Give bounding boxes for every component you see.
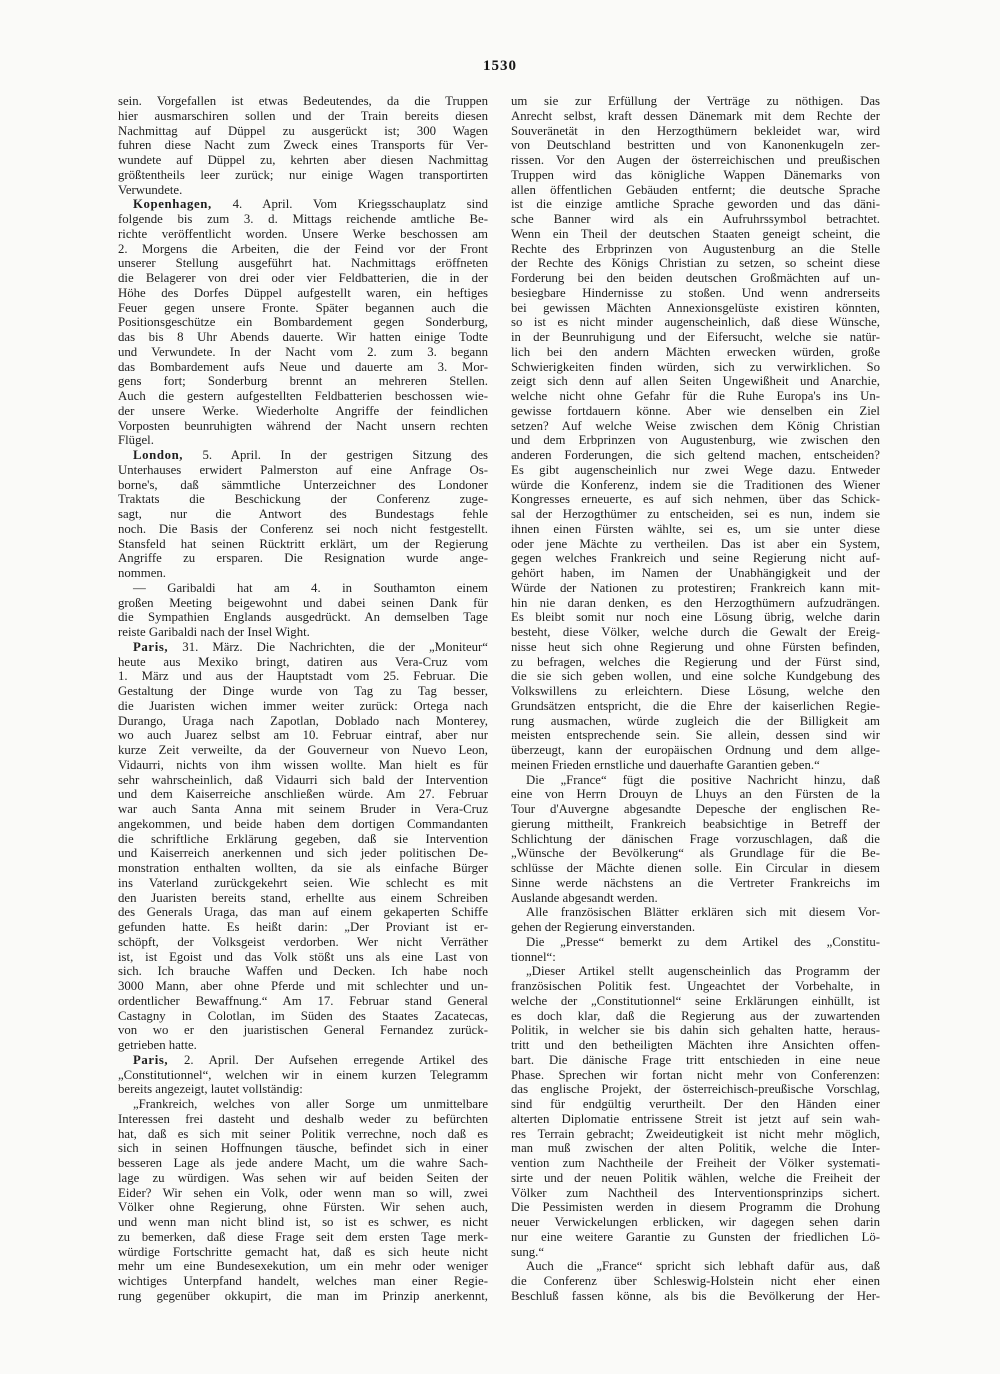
text-line: besteht, diese Völker, welche durch die Gewalt der Ereig- (511, 625, 880, 639)
text-line: „Wünsche der Bevölkerung“ als Grundlage für die Be- (511, 846, 880, 861)
text-line: meinen Frieden ernstliche und dauerhafte Garantien geben.“ (511, 757, 820, 772)
text-line: lage zu würdigen. Was sehen wir auf beiden Seiten der (118, 1170, 488, 1185)
text-line: zu bemerken, daß diese Frage seit dem ersten Tage merk- (118, 1229, 488, 1244)
text-line: fuhren diese Nacht zum Zweck eines Transports für Ver- (118, 138, 488, 153)
dateline-place: Paris, (133, 1052, 169, 1067)
text-line: gierung mittheilt, Frankreich beabsichtige in Betreff der (511, 816, 880, 831)
text-line: bart. Die dänische Frage tritt entschieden in eine neue (511, 1052, 880, 1067)
text-line: und Verwundete. In der Nacht vom 2. zum 3. begann (118, 344, 488, 359)
text-line: rung gegenüber okkupirt, die man im Prinzip anerkennt, (118, 1288, 488, 1303)
text-line: alterten Diplomatie entrissene Streit ist jetzt auf sein wah- (511, 1111, 880, 1126)
dateline-place: Paris, (133, 639, 169, 654)
text-line: Angriffe zu ersparen. Die Resignation wurde ange- (118, 551, 488, 566)
text-line: Sinne werde nächstens an die Vertreter Frankreichs im (511, 875, 880, 890)
text-line: Anrecht selbst, kraft dessen Dänemark mit dem Rechte der (511, 108, 880, 123)
article-paragraph (511, 935, 880, 965)
text-line: die Conferenz über Schleswig-Holstein nicht eher einen (511, 1274, 880, 1288)
text-line: ordentlicher Bewaffnung.“ Am 17. Februar stand General (118, 993, 488, 1008)
text-line: hat, daß es sich mit seiner Politik verrechne, noch daß es (118, 1126, 488, 1141)
text-line: noch. Die Basis der Conferenz sei noch nicht festgestellt. (118, 521, 488, 536)
text-line: gegen welches Frankreich und seine Regierung nicht auf- (511, 551, 880, 566)
text-line: unserer Stellung ausgeführt hat. Nachmittags eröffneten (118, 256, 488, 271)
article-paragraph (118, 197, 488, 448)
text-line: sind für endgültig verurtheilt. Der den Händen einer (511, 1097, 880, 1111)
text-line: Schwierigkeiten finden würden, sich zu verwirklichen. So (511, 359, 880, 374)
dateline-text: 5. April. In der gestrigen Sitzung des (183, 448, 488, 462)
right-column (511, 94, 880, 1304)
text-line: anderen Forderungen, die sich geltend machen, entscheiden? (511, 448, 880, 462)
text-line: allen öffentlichen Gebäuden entfernt; die deutsche Sprache (511, 182, 880, 197)
text-line: setzen? Auf welche Weise zwischen dem König Christian (511, 418, 880, 433)
text-line: sung.“ (511, 1244, 545, 1259)
article-paragraph (118, 581, 488, 640)
text-line: gehen der Regierung einverstanden. (511, 920, 696, 934)
dateline-text: 4. April. Vom Kriegsschauplatz sind (211, 197, 488, 212)
text-line: Es bleibt somit nur noch eine Lösung übrig, welche darin (511, 610, 880, 625)
text-line: Die „France“ fügt die positive Nachricht hinzu, daß (526, 772, 880, 787)
text-line: lich bei den andern Mächten erwecken würden, große (511, 344, 880, 359)
text-line: vention zum Nachtheile der Freiheit der Völker systemati- (511, 1156, 880, 1170)
text-line: ist die einzige amtliche Sprache geworden und das däni- (511, 197, 880, 212)
text-line: Tour d'Auvergne abgesandte Depesche der englischen Re- (511, 802, 880, 816)
text-line: besseren Lage als jede andere Macht, um die wahre Sach- (118, 1156, 488, 1170)
text-line: welche der „Constitutionnel“ seine Erklärungen einhüllt, ist (511, 993, 880, 1008)
text-line: und Kaiserreich anerkennen und sich jeder politischen De- (118, 846, 488, 861)
text-line: der Rechte des Königs Christian zu setzen, so scheint diese (511, 256, 880, 271)
text-line: bereits angezeigt, lautet vollständig: (118, 1082, 303, 1097)
text-line: ins Vaterland zurückgekehrt seien. Wie schlecht es mit (118, 875, 488, 890)
text-line: um sie zur Erfüllung der Verträge zu nöthigen. Das (511, 94, 880, 108)
text-line: das Bombardement aufs Neue und dauerte am 3. Mor- (118, 359, 488, 374)
text-line: oder jene Mächte zu vertheilen. Das ist aber ein System, (511, 536, 880, 551)
text-line: Wenn ein Theil der deutschen Staaten geneigt scheint, die (511, 226, 880, 241)
text-line: der unsere Werke. Wiederholte Angriffe der feindlichen (118, 403, 488, 418)
text-line: zeigt sich denn auf allen Seiten Ungewißheit und Anarchie, (511, 374, 880, 389)
text-line: größtentheils leer zurück; nur einige Wagen transportirten (118, 167, 488, 182)
text-line: und dem Erbprinzen von Augustenburg, wie zwischen den (511, 433, 880, 448)
text-line: wo auch Juarez selbst am 10. Februar eintraf, aber nur (118, 728, 488, 743)
text-line: Eider? Wir sehen ein Volk, oder wenn man so will, zwei (118, 1185, 488, 1200)
text-line: Castagny in Colotlan, im Süden des Staates Zacatecas, (118, 1008, 488, 1023)
text-line: folgende bis zum 3. d. Mittags reichende amtliche Be- (118, 212, 488, 226)
text-line: die Belagerer von drei oder vier Feldbatterien, die in der (118, 271, 488, 285)
text-line: mehr um eine Bundesexekution, um ein mehr oder weniger (118, 1259, 488, 1274)
text-line (118, 1053, 488, 1068)
text-line: die sie sich geben wollen, und eine solche Kundgebung des (511, 669, 880, 684)
dateline-text: 31. März. Die Nachrichten, die der „Moniteur“ (168, 639, 488, 654)
text-line: französischen Politik fest. Ungeachtet der Vorbehalte, in (511, 979, 880, 993)
text-line: sal der Herzogthümer zu entscheiden, sei es nun, indem sie (511, 507, 880, 521)
text-line: — Garibaldi hat am 4. in Southamton einem (133, 580, 488, 595)
text-line: monstration enthalten wollten, da sie als einfache Bürger (118, 861, 488, 875)
text-line: rung ausmachen, würde zugleich die der Billigkeit am (511, 713, 880, 728)
text-line: Truppen wird das königliche Wappen Dänemarks von (511, 167, 880, 182)
text-line: wichtiges Unterpfand handelt, welches man einer Regie- (118, 1274, 488, 1288)
text-line: tritt und den betheiligten Mächten ihre Ansichten offen- (511, 1038, 880, 1052)
dateline-text: 2. April. Der Aufsehen erregende Artikel des (168, 1052, 488, 1067)
text-line: von Deutschland bestritten und von Kanonenkugeln zer- (511, 138, 880, 153)
text-line: gewisse fortdauern könne. Aber wie denselben ein Ziel (511, 403, 880, 418)
text-line: richte veröffentlicht worden. Unsere Werke beschossen am (118, 226, 488, 241)
text-line (118, 640, 488, 655)
text-line: Würde der Nationen zu protestiren; Frankreich kann mit- (511, 580, 880, 595)
text-line: ihnen einen Fürsten wählte, sei es, um sie unter diese (511, 521, 880, 536)
text-line: Flügel. (118, 433, 154, 448)
text-line: sagt, nur die Antwort des Bundestags fehle (118, 507, 488, 521)
text-line: wundete auf Düppel zu, kehrten aber diesen Nachmittag (118, 153, 488, 167)
text-line: würde die Konferenz, indem sie die Traditionen des Wiener (511, 477, 880, 492)
text-line: meisten entsprechende sein. Sie allein, dessen sind wir (511, 728, 880, 743)
text-line: Durango, Uraga nach Zapotlan, Doblado nach Monterey, (118, 713, 488, 728)
text-line: zu befragen, welches die Regierung und der Fürst sind, (511, 654, 880, 669)
text-line: die Sympathien Englands ausgedrückt. An demselben Tage (118, 610, 488, 625)
text-line: nur eine weitere Garantie zu Gunsten der friedlichen Lö- (511, 1229, 880, 1244)
text-line: von wo er den juaristischen General Fernandez zurück- (118, 1023, 488, 1038)
text-line: Phase. Sprechen wir fortan nicht mehr von Conferenzen: (511, 1067, 880, 1082)
text-line: sche Banner wird als ein Aufruhrssymbol betrachtet. (511, 212, 880, 226)
article-paragraph (118, 1053, 488, 1097)
text-line: Alle französischen Blätter erklären sich mit diesem Vor- (526, 905, 880, 920)
text-line: hin nie daran denken, es den Herzogthümern aufzudrängen. (511, 595, 880, 610)
text-line: Interessen frei dasteht und deshalb weder zu befürchten (118, 1111, 488, 1126)
text-line: tionnel“: (511, 949, 556, 964)
article-paragraph (118, 448, 488, 581)
text-line: großen Meeting beigewohnt und dabei seinen Dank für (118, 595, 488, 610)
text-line: man muß zwischen der alten Politik, welche die Inter- (511, 1141, 880, 1156)
text-line: Auslande abgesandt werden. (511, 890, 658, 905)
text-line: es doch klar, daß die Regierung aus der zuwartenden (511, 1008, 880, 1023)
article-paragraph (511, 905, 880, 935)
article-paragraph (118, 640, 488, 1053)
page-number: 1530 (483, 58, 517, 74)
text-line: Stansfeld hat seinen Rücktritt erklärt, um der Regierung (118, 536, 488, 551)
text-line: neuer Verwickelungen erblicken, wir dagegen sehen darin (511, 1215, 880, 1229)
text-line: schöpft, der Volksgeist verdorben. Wer nicht Verräther (118, 934, 488, 949)
text-line: Auch die gestern aufgestellten Feldbatterien beschossen wie- (118, 389, 488, 403)
text-line: Die Pessimisten werden in diesem Programm die Drohung (511, 1200, 880, 1215)
text-line (118, 197, 488, 212)
article-paragraph (511, 94, 880, 773)
text-line: Beschluß fassen könne, als bis die Bevölkerung der Her- (511, 1288, 880, 1303)
text-line: Grundsätzen entspricht, die die Ehre der kaiserlichen Regie- (511, 698, 880, 713)
text-line: 1. März und aus der Hauptstadt vom 25. Februar. Die (118, 669, 488, 684)
text-line: und dem Kaiserreiche anschließen würde. Am 27. Februar (118, 787, 488, 802)
text-line: Unterhauses erwidert Palmerston auf eine Anfrage Os- (118, 462, 488, 477)
text-line: Völker ohne Regierung, ohne Fürsten. Wir sehen auch, (118, 1200, 488, 1215)
article-paragraph (118, 1097, 488, 1304)
text-line: rissen. Vor den Augen der österreichischen und preußischen (511, 153, 880, 167)
text-line: reiste Garibaldi nach der Insel Wight. (118, 625, 310, 639)
text-line: nisse heut sich ohne Regierung und ohne Fürsten befinden, (511, 639, 880, 654)
dateline-place: Kopenhagen, (133, 197, 212, 212)
text-line: Nachmittag auf Düppel zu ausgerückt ist; 300 Wagen (118, 123, 488, 138)
text-line: so ist es nicht minder augenscheinlich, daß diese Wünsche, (511, 315, 880, 330)
text-line: nommen. (118, 566, 166, 580)
text-line: angekommen, und beide haben dem dortigen Commandanten (118, 816, 488, 831)
text-line: Positionsgeschütze ein Bombardement gegen Sonderburg, (118, 315, 488, 330)
text-line: „Constitutionnel“, welchen wir in einem kurzen Telegramm (118, 1067, 488, 1082)
left-column (118, 94, 488, 1304)
text-line: Politik, in welcher sie bis dahin sich gehalten hatte, heraus- (511, 1023, 880, 1038)
text-line: gehört haben, im Namen der Unabhängigkeit und der (511, 566, 880, 580)
text-line: Rechte des Erbprinzen von Augustenburg an die Stelle (511, 241, 880, 256)
text-line: Forderung bei den beiden deutschen Großmächten auf un- (511, 271, 880, 285)
text-line: heute aus Mexiko bringt, datiren aus Vera-Cruz vom (118, 654, 488, 669)
text-line: schlüsse der Mächte dienen solle. Ein Circular in diesem (511, 861, 880, 875)
text-line: Vidaurri, nichts von ihm wissen wollte. Man hielt es für (118, 757, 488, 772)
text-line: bei gewissen Mächten Annexionsgelüste existiren könnten, (511, 300, 880, 315)
text-line: Auch die „France“ spricht sich lebhaft dafür aus, daß (526, 1259, 880, 1274)
article-paragraph (511, 964, 880, 1259)
text-line: sich in seinen Hoffnungen täusche, befindet sich in einer (118, 1141, 488, 1156)
text-line: sehr wahrscheinlich, daß Vidaurri sich bald der Intervention (118, 772, 488, 787)
text-line: 2. Morgens die Arbeiten, die der Feind vor der Front (118, 241, 488, 256)
text-line: war auch Santa Anna mit seinem Bruder in Vera-Cruz (118, 802, 488, 816)
text-line: kurze Zeit verweilte, da der Gouverneur von Nuevo Leon, (118, 743, 488, 757)
text-line: res Terrain gebracht; Zweideutigkeit ist nicht mehr möglich, (511, 1126, 880, 1141)
text-line: Schlichtung der dänischen Frage vorzuschlagen, daß die (511, 831, 880, 846)
text-line: 3000 Mann, aber ohne Pferde und mit schlechter und un- (118, 979, 488, 993)
text-line: ist, ist Egoist und das Volk stößt uns als eine Last von (118, 949, 488, 964)
text-line: überzeugt, kann der europäischen Ordnung und dem allge- (511, 743, 880, 757)
text-line: des Generals Uraga, das man auf einem gekaperten Schiffe (118, 905, 488, 920)
text-line: die Juaristen wichen immer weiter zurück: Ortega nach (118, 698, 488, 713)
text-line: das bis 8 Uhr Abends dauerte. Wir hatten einige Todte (118, 330, 488, 344)
text-line: würdige Fortschritte gemacht hat, daß es sich heute nicht (118, 1244, 488, 1259)
text-line: Völker zum Nachtheil des Interventionsprinzips sichert. (511, 1185, 880, 1200)
text-line: besiegbare Hindernisse zu stoßen. Und wenn andrerseits (511, 285, 880, 300)
text-line: Vorposten beunruhigten während der Nacht unsern rechten (118, 418, 488, 433)
text-line: sirte und der neuen Politik wählen, welche die Freiheit der (511, 1170, 880, 1185)
text-line: Feuer gegen unsere Fronte. Später begannen auch die (118, 300, 488, 315)
text-line (118, 448, 488, 463)
text-line: den Juaristen bereits stand, erhellte aus einem Schreiben (118, 890, 488, 905)
text-line: Volkswillens zu erleichtern. Diese Lösung, welche den (511, 684, 880, 698)
text-line: welche nicht ohne Gefahr für die Ruhe Europa's ins Un- (511, 389, 880, 403)
text-line: gens fort; Sonderburg brennt an mehreren Stellen. (118, 374, 488, 389)
dateline-place: London, (133, 448, 184, 462)
text-line: Souveränetät in den Herzogthümern bekleidet war, wird (511, 123, 880, 138)
text-line: borne's, daß sämmtliche Unterzeichner des Londoner (118, 477, 488, 492)
text-line: hier ausmarschiren sollen und der Train bereits diesen (118, 108, 488, 123)
text-line: das englische Projekt, der österreichisch-preußische Vorschlag, (511, 1082, 880, 1097)
text-line: Gestaltung der Dinge wurde von Tag zu Tag besser, (118, 684, 488, 698)
text-line: Es gibt augenscheinlich nur zwei Wege dazu. Entweder (511, 462, 880, 477)
text-line: eine von Herrn Drouyn de Lhuys an den Fürsten de la (511, 787, 880, 802)
text-line: in der Beunruhigung und der Eifersucht, welche sie natür- (511, 330, 880, 344)
text-line: gefunden hatte. Es heißt darin: „Der Proviant ist er- (118, 920, 488, 934)
text-line: „Frankreich, welches von aller Sorge um unmittelbare (133, 1097, 488, 1111)
text-line: Verwundete. (118, 182, 183, 197)
text-line: „Dieser Artikel stellt augenscheinlich das Programm der (526, 964, 880, 979)
text-line: Höhe des Dorfes Düppel aufgestellt waren, ein heftiges (118, 285, 488, 300)
article-paragraph (511, 773, 880, 906)
text-line: und wenn man nicht blind ist, so ist es schwer, es nicht (118, 1215, 488, 1229)
text-line: sein. Vorgefallen ist etwas Bedeutendes, da die Truppen (118, 94, 488, 108)
text-line: die schriftliche Erklärung gegeben, daß sie Intervention (118, 831, 488, 846)
article-paragraph (118, 94, 488, 197)
text-line: Traktats die Beschickung der Conferenz zuge- (118, 492, 488, 507)
text-line: Die „Presse“ bemerkt zu dem Artikel des „Constitu- (526, 934, 880, 949)
text-line: Kongresses erneuerte, es auf sich nehmen, über das Schick- (511, 492, 880, 507)
text-line: sich. Ich brauche Waffen und Decken. Ich habe noch (118, 964, 488, 979)
text-line: getrieben hatte. (118, 1038, 197, 1052)
article-paragraph (511, 1259, 880, 1303)
